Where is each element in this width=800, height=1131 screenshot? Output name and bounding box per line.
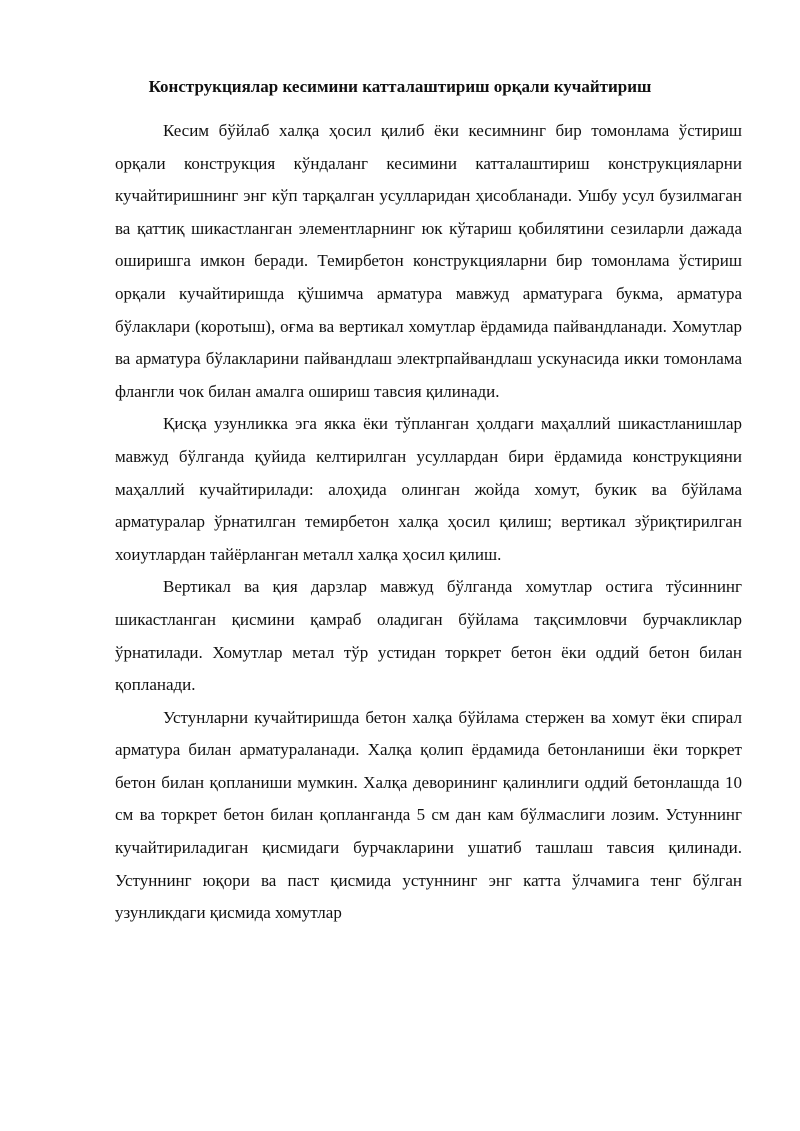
document-body [115, 115, 742, 930]
paragraph-4: Устунларни кучайтиришда бетон халқа бўйлама стержен ва хомут ёки спирал арматура билан арматураланади. Халқа қолип ёрдамида бетонланиши ёки торкрет бетон билан қопланиши мумкин. Халқа деворининг қалинлиги оддий бетонлашда 10 см ва торкрет бетон билан қопланганда 5 см дан кам бўлмаслиги лозим. Устуннинг кучайтириладиган қисмидаги бурчакларини ушатиб ташлаш тавсия қилинади. Устуннинг юқори ва паст қисмида устуннинг энг катта ўлчамига тенг бўлган узунликдаги қисмида хомутлар [115, 707, 742, 923]
paragraph-1: Кесим бўйлаб халқа ҳосил қилиб ёки кесимнинг бир томонлама ўстириш орқали конструкция кўндаланг кесимини катталаштириш конструкцияларни кучайтиришнинг энг кўп тарқалган усулларидан ҳисобланади. Ушбу усул бузилмаган ва қаттиқ шикастланган элементларнинг юк кўтариш қобилятини сезиларли дажада оширишга имкон беради. Темирбетон конструкцияларни бир томонлама ўстириш орқали кучайтиришда қўшимча арматура мавжуд арматурага букма, арматура бўлаклари (коротыш), оғма ва вертикал хомутлар ёрдамида пайвандланади. Хомутлар ва арматура бўлакларини пайвандлаш электрпайвандлаш ускунасида икки томонлама флангли чок билан амалга ошириш тавсия қилинади. [115, 121, 742, 401]
paragraph-3: Вертикал ва қия дарзлар мавжуд бўлганда хомутлар остига тўсиннинг шикастланган қисмини қамраб оладиган бўйлама тақсимловчи бурчакликлар ўрнатилади. Хомутлар метал тўр устидан торкрет бетон ёки оддий бетон билан қопланади. [115, 577, 742, 695]
paragraph-2: Қисқа узунликка эга якка ёки тўпланган ҳолдаги маҳаллий шикастланишлар мавжуд бўлганда қуйида келтирилган усуллардан бири ёрдамида конструкцияни маҳаллий кучайтирилади: алоҳида олинган жойда хомут, букик ва бўйлама арматуралар ўрнатилган темирбетон халқа ҳосил қилиш; вертикал зўриқтирилган хоиутлардан тайёрланган металл халқа ҳосил қилиш. [115, 414, 742, 564]
document-title: Конструкциялар кесимини катталаштириш орқали кучайтириш [148, 77, 652, 96]
